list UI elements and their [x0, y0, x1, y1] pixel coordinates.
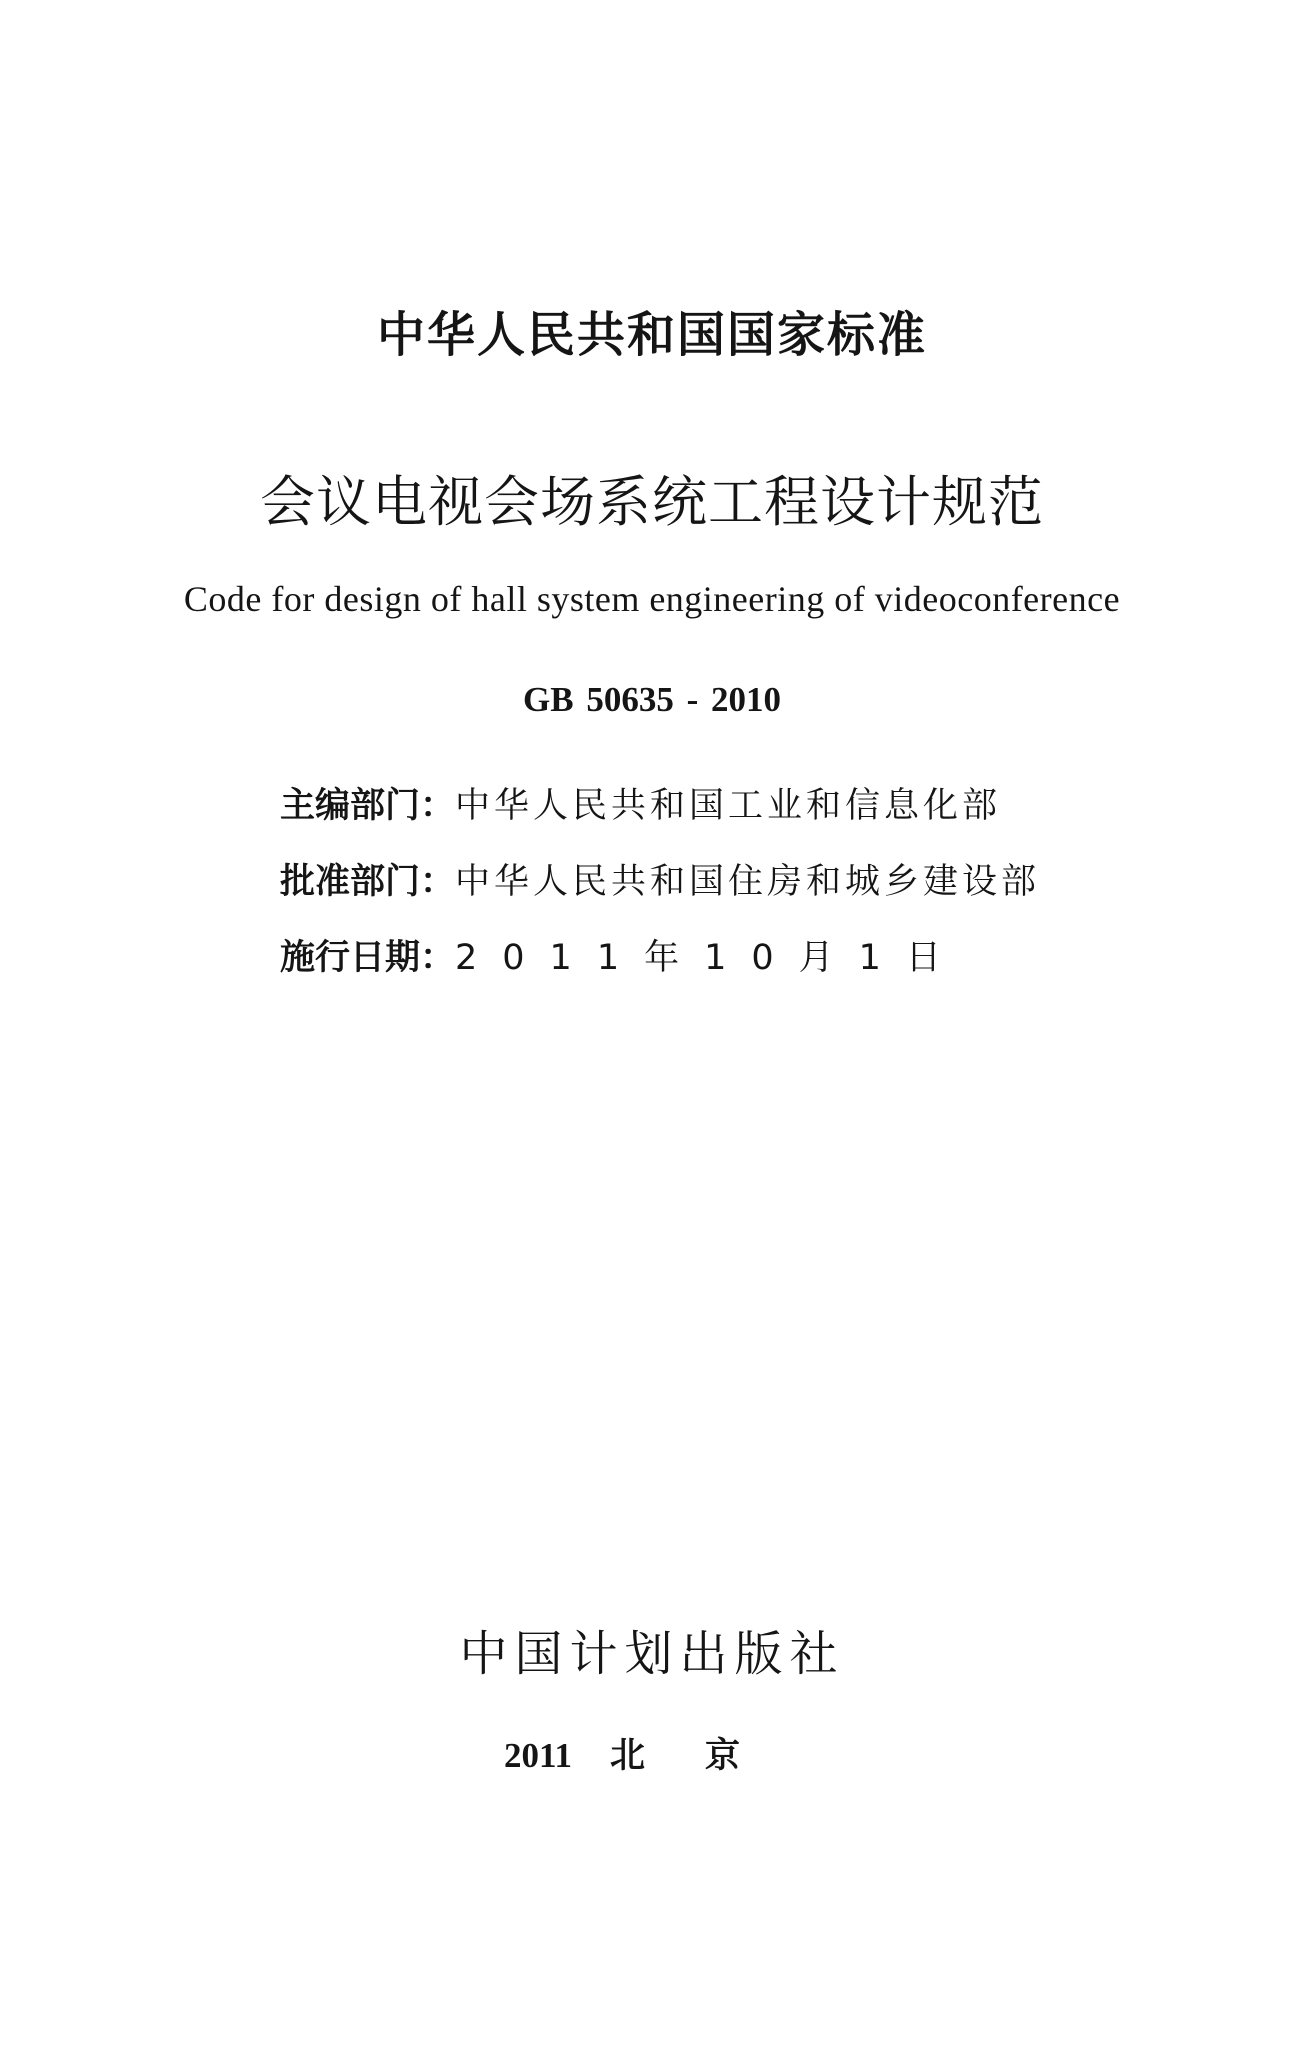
- national-standard-heading: 中华人民共和国国家标准: [376, 307, 927, 363]
- effective-date-label: 施行日期：: [280, 938, 456, 978]
- effective-date-value: 2011年10月1日: [455, 938, 966, 978]
- imprint-city: 北京: [610, 1735, 801, 1776]
- chief-editor-row: [280, 768, 1040, 844]
- chief-editor-label: 主编部门：: [280, 786, 456, 826]
- effective-date-row: [280, 920, 1040, 996]
- approval-label: 批准部门：: [280, 862, 456, 902]
- imprint-line: [0, 1728, 1304, 1778]
- approval-row: [280, 844, 1040, 920]
- document-title-english: Code for design of hall system engineering of videoconference: [183, 579, 1121, 619]
- standard-code: GB 50635 - 2010: [523, 680, 781, 719]
- chief-editor-value: 中华人民共和国工业和信息化部: [455, 786, 1002, 826]
- issuing-info-block: [280, 768, 1040, 996]
- document-title-chinese: 会议电视会场系统工程设计规范: [259, 470, 1044, 534]
- approval-value: 中华人民共和国住房和城乡建设部: [455, 862, 1041, 902]
- imprint-year: 2011: [503, 1736, 573, 1775]
- publisher-name: 中国计划出版社: [459, 1626, 845, 1682]
